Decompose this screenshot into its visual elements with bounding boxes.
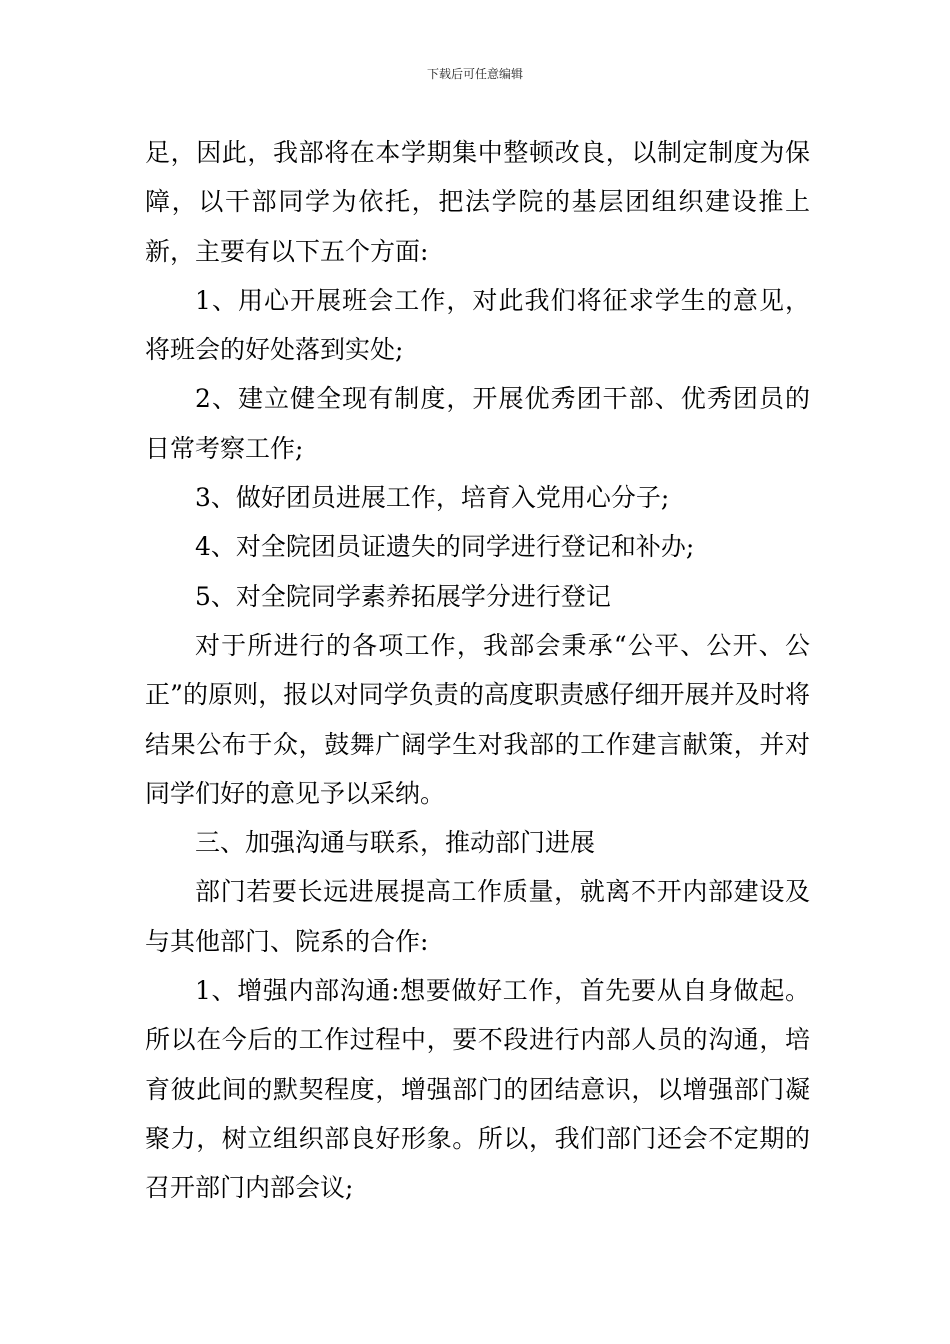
page-header-note: 下载后可任意编辑 <box>426 67 523 81</box>
paragraph-6: 5、对全院同学素养拓展学分进行登记 <box>195 581 611 611</box>
paragraph-1: 足，因此，我部将在本学期集中整顿改良，以制定制度为保障，以干部同学为依托，把法学院的基层团组织建设推上新，主要有以下五个方面: <box>145 138 810 266</box>
section-heading-3: 三、加强沟通与联系，推动部门进展 <box>195 828 596 858</box>
paragraph-10: 1、增强内部沟通:想要做好工作，首先要从自身做起。所以在今后的工作过程中，要不段进行内部人员的沟通，培育彼此间的默契程度，增强部门的团结意识，以增强部门凝聚力，树立组织部良好形象。所以，我们部门还会不定期的召开部门内部会议; <box>145 976 810 1203</box>
paragraph-2: 1、用心开展班会工作，对此我们将征求学生的意见，将班会的好处落到实处; <box>145 285 810 365</box>
document-body <box>145 128 810 1213</box>
paragraph-7: 对于所进行的各项工作，我部会秉承“公平、公开、公正”的原则，报以对同学负责的高度职责感仔细开展并及时将结果公布于众，鼓舞广阔学生对我部的工作建言献策，并对同学们好的意见予以采纳。 <box>145 630 810 808</box>
paragraph-4: 3、做好团员进展工作，培育入党用心分子; <box>195 483 670 513</box>
paragraph-3: 2、建立健全现有制度，开展优秀团干部、优秀团员的日常考察工作; <box>145 384 810 463</box>
paragraph-5: 4、对全院团员证遗失的同学进行登记和补办; <box>195 532 695 562</box>
paragraph-9: 部门若要长远进展提高工作质量，就离不开内部建设及与其他部门、院系的合作: <box>145 877 810 956</box>
